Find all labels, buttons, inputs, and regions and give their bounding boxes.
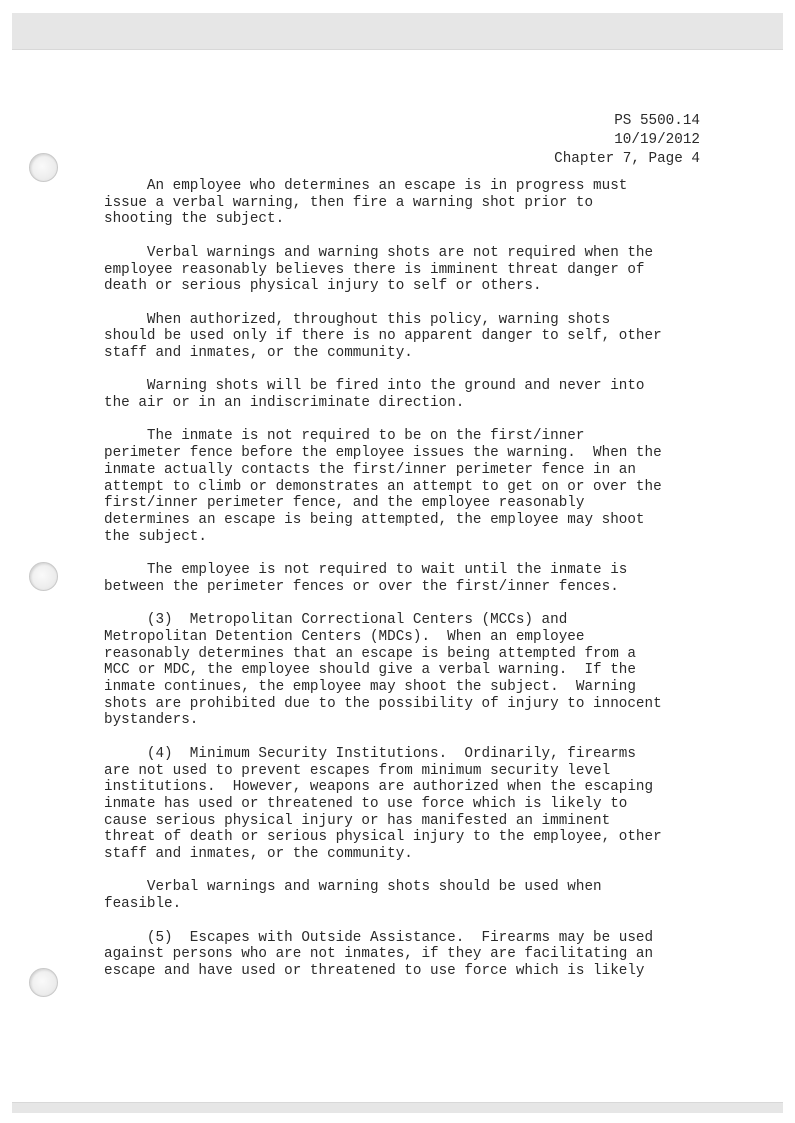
punch-hole-top	[29, 153, 58, 182]
paragraph-minimum-security: (4) Minimum Security Institutions. Ordinarily, firearms are not used to prevent escapes from minimum security level institutions. However, weapons are authorized when the escaping inmate has used or threatened to use force which is likely to cause serious physical injury or has manifested an imminent threat of death or serious physical injury to the employee, other staff and inmates, or the community.	[104, 745, 662, 863]
paragraph-mcc-mdc: (3) Metropolitan Correctional Centers (MCCs) and Metropolitan Detention Centers (MDCs). When an employee reasonably determines that an escape is being attempted from a MCC or MDC, the employee should give a verbal warning. If the inmate continues, the employee may shoot the subject. Warning shots are prohibited due to the possibility of injury to innocent bystanders.	[104, 612, 662, 729]
punch-hole-bottom	[29, 968, 58, 997]
document-date: 10/19/2012	[614, 132, 700, 148]
document-number: PS 5500.14	[614, 113, 700, 129]
paragraph-outside-assistance: (5) Escapes with Outside Assistance. Firearms may be used against persons who are not inmates, if they are facilitating an escape and have used or threatened to use force which is likely	[104, 929, 654, 979]
paragraph-warning-shot-conditions: When authorized, throughout this policy, warning shots should be used only if there is no apparent danger to self, other staff and inmates, or the community.	[104, 311, 662, 361]
paragraph-escape-in-progress: An employee who determines an escape is in progress must issue a verbal warning, then fire a warning shot prior to shooting the subject.	[104, 178, 628, 228]
punch-hole-middle	[29, 562, 58, 591]
paragraph-warnings-not-required: Verbal warnings and warning shots are not required when the employee reasonably believes there is imminent threat danger of death or serious physical injury to self or others.	[104, 244, 654, 295]
paragraph-verbal-warnings-feasible: Verbal warnings and warning shots should be used when feasible.	[104, 879, 602, 913]
paragraph-warning-shot-direction: Warning shots will be fired into the ground and never into the air or in an indiscriminate direction.	[104, 378, 645, 412]
paragraph-perimeter-fence: The inmate is not required to be on the first/inner perimeter fence before the employee issues the warning. When the inmate actually contacts the first/inner perimeter fence in an attempt to climb or demonstrates an attempt to get on or over the first/inner perimeter fence, and the employee reasonably determines an escape is being attempted, the employee may shoot the subject.	[104, 428, 662, 545]
chapter-page-reference: Chapter 7, Page 4	[554, 151, 700, 167]
paragraph-no-wait-required: The employee is not required to wait until the inmate is between the perimeter fences or over the first/inner fences.	[104, 562, 628, 595]
scan-bottom-band	[12, 1102, 783, 1113]
page-header	[554, 112, 700, 169]
document-body	[104, 178, 714, 980]
scan-top-band	[12, 13, 783, 50]
